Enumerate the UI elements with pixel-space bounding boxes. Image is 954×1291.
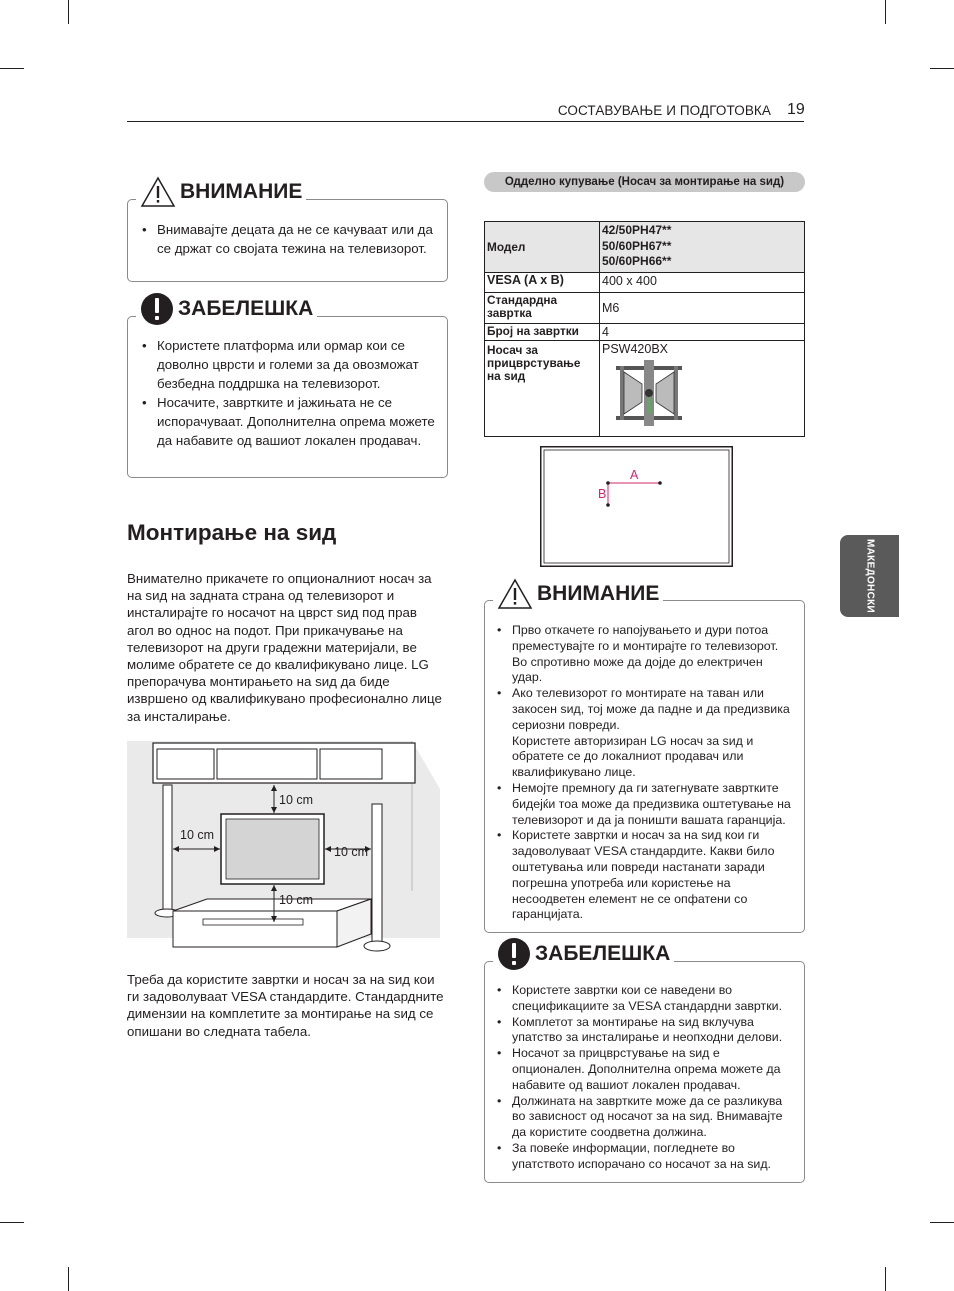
caution-item: • Немојте премногу да ги затегнувате завртките бидејќи тоа може да предизвика оштетување на телевизорот и да ја поништи вашата гаранција. <box>495 781 795 828</box>
clearance-left-label: 10 cm <box>180 828 215 842</box>
note-title <box>493 937 674 971</box>
note-title-text: ЗАБЕЛЕШКА <box>535 942 671 965</box>
clearance-bottom-label: 10 cm <box>279 893 314 907</box>
model-value: 42/50PH47** <box>602 223 672 237</box>
note-item: • Носачите, завртките и јажињата не се испорачуваат. Дополнителна опрема можете да набавите од вашиот локален продавач. <box>140 393 440 450</box>
warning-triangle-icon <box>140 176 176 208</box>
caution-item: • Прво откачете го напојувањето и дури потоа преместувајте го и монтирајте го телевизорот. Во спротивно може да дојде до електричен удар. <box>495 623 795 686</box>
wall-bracket-image <box>614 358 684 428</box>
caution-title-text: ВНИМАНИЕ <box>537 582 660 605</box>
note-title-text: ЗАБЕЛЕШКА <box>178 297 314 320</box>
vesa-dimension-diagram <box>540 446 733 567</box>
vesa-label: VESA (A x B) <box>485 273 600 293</box>
language-tab-label: МАКЕДОНСКИ <box>864 539 875 613</box>
wall-mount-clearance-diagram <box>127 741 443 957</box>
note-item: • За повеќе информации, погледнете во упатството испорачано со носачот за на ѕид. <box>495 1141 795 1173</box>
spec-table <box>484 221 805 437</box>
note-title <box>136 292 317 326</box>
separate-purchase-label: Одделно купување (Носач за монтирање на ѕид) <box>484 172 805 192</box>
table-row <box>485 222 805 273</box>
exclamation-circle-icon <box>497 937 531 971</box>
caution-item: • Користете завртки и носач за на ѕид кои ги задоволуваат VESA стандардите. Какви било оштетувања или повреди настанати заради погрешна употреба или користење на несоодветен елемент не се опфатени со гаранцијата. <box>495 828 795 923</box>
caution-title-text: ВНИМАНИЕ <box>180 180 303 203</box>
table-row <box>485 324 805 341</box>
crop-mark <box>68 0 69 24</box>
screw-value: M6 <box>600 293 805 324</box>
crop-mark <box>930 68 954 69</box>
caution-item-text: Ако телевизорот го монтирате на таван или закосен ѕид, тој може да падне и да предизвика сериозни повреди. <box>512 686 790 732</box>
crop-mark <box>885 1267 886 1291</box>
section-title: Монтирање на ѕид <box>127 520 337 545</box>
note-item: • Должината на завртките може да се разликува во зависност од носачот за на ѕид. Внимавајте да користите соодветна должина. <box>495 1094 795 1141</box>
vesa-value: 400 x 400 <box>600 273 805 293</box>
crop-mark <box>0 68 24 69</box>
screw-label: Стандардна завртка <box>485 293 600 324</box>
crop-mark <box>930 1222 954 1223</box>
caution-box <box>127 199 448 282</box>
crop-mark <box>68 1267 69 1291</box>
note-item: • Користете платформа или ормар кои се доволно цврсти и големи за да овозможат безбедна поддршка на телевизорот. <box>140 336 440 393</box>
table-row <box>485 341 805 437</box>
crop-mark <box>0 1222 24 1223</box>
note-item: • Носачот за прицврстување на ѕид е опционален. Дополнителна опрема можете да набавите од вашиот локален продавач. <box>495 1046 795 1093</box>
screw-count-value: 4 <box>600 324 805 341</box>
vesa-a-label: A <box>630 468 639 482</box>
intro-paragraph: Внимателно прикачете го опционалниот носач за на ѕид на задната страна од телевизорот и инсталирајте го носачот на цврст ѕид под прав агол во однос на подот. При прикачувањe на телевизорот на други градежни материјали, ве молиме обратете се до квалификувано лице. LG препорачува монтирањето на ѕид да биде извршено од квалификувано професионално лице за инсталирање. <box>127 571 442 724</box>
caution-item-extra: Користете авторизиран LG носач за ѕид и обратете се до локалниот продавач или квалификувано лице. <box>512 733 754 780</box>
table-row <box>485 293 805 324</box>
vesa-b-label: B <box>598 487 607 501</box>
bracket-cell <box>600 341 805 437</box>
model-value: 50/60PH67** <box>602 238 672 253</box>
screw-count-label: Број на завртки <box>485 324 600 341</box>
model-value: 50/60PH66** <box>602 254 672 268</box>
note-item: • Користете завртки кои се наведени во спецификациите за VESA стандардни завртки. <box>495 983 795 1015</box>
model-label: Модел <box>485 222 600 273</box>
bracket-label: Носач за прицврстување на ѕид <box>485 341 600 437</box>
clearance-top-label: 10 cm <box>279 793 314 807</box>
note-box <box>484 961 805 1183</box>
note-box <box>127 316 448 478</box>
caution-box <box>484 600 805 933</box>
vesa-paragraph: Треба да користите завртки и носач за на ѕид кои ги задоволуваат VESA стандардите. Стандардните димензии на комплетите за монтирање на ѕид се опишани во следната табела. <box>127 972 444 1039</box>
exclamation-circle-icon <box>140 292 174 326</box>
model-values <box>600 222 805 273</box>
caution-item: • Внимавајте децата да не се качуваат или да се држат со својата тежина на телевизорот. <box>140 220 440 258</box>
header-section-title: СОСТАВУВАЊЕ И ПОДГОТОВКА <box>557 103 771 118</box>
bracket-value: PSW420BX <box>602 342 669 356</box>
caution-title <box>136 176 306 208</box>
caution-title <box>493 578 663 610</box>
page-number: 19 <box>787 101 805 118</box>
table-row <box>485 273 805 293</box>
header-rule <box>127 121 804 122</box>
caution-item <box>495 686 795 781</box>
language-tab <box>840 535 899 617</box>
note-item: • Комплетот за монтирање на ѕид вклучува упатство за инсталирање и неопходни делови. <box>495 1015 795 1047</box>
clearance-right-label: 10 cm <box>334 845 369 859</box>
warning-triangle-icon <box>497 578 533 610</box>
crop-mark <box>885 0 886 24</box>
